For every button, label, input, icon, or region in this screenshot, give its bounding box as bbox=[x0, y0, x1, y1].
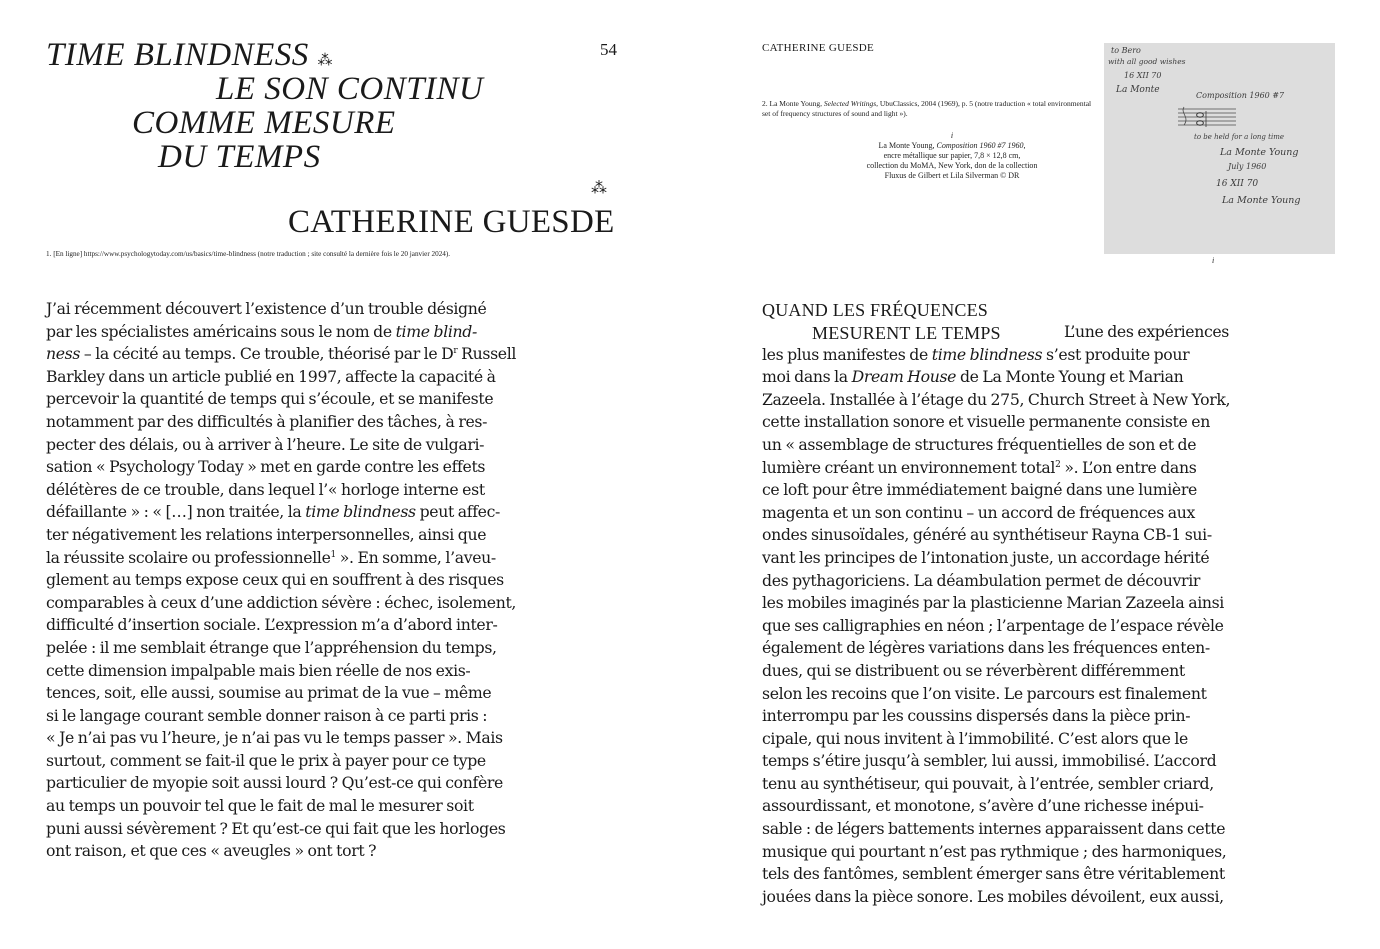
text-line: tels des fantômes, semblent émerger sans être véritablement bbox=[762, 864, 1225, 884]
title-line-4: DU TEMPS bbox=[158, 139, 321, 175]
text-line: assourdissant, et monotone, s’avère d’une richesse inépui- bbox=[762, 796, 1204, 816]
text-line: musique qui pourtant n’est pas rythmique ; des harmoniques, bbox=[762, 841, 1227, 861]
text-line: comparables à ceux d’une addiction sévère : échec, isolement, bbox=[46, 592, 517, 612]
asterism-icon: ⁂ bbox=[317, 51, 332, 69]
text-line: sation « Psychology Today » met en garde contre les effets bbox=[46, 457, 486, 477]
text-line: cipale, qui nous invitent à l’immobilité. C’est alors que le bbox=[762, 728, 1188, 748]
text-line: J’ai récemment découvert l’existence d’un trouble désigné bbox=[46, 299, 487, 318]
text-line: jouées dans la pièce sonore. Les mobiles dévoilent, eux aussi, bbox=[762, 886, 1224, 906]
text-line: cette dimension impalpable mais bien réelle de nos exis- bbox=[46, 660, 471, 680]
section-subhead-1: QUAND LES FRÉQUENCES bbox=[762, 300, 989, 320]
text-line: selon les recoins que l’on visite. Le parcours est finalement bbox=[762, 683, 1207, 703]
text-line: cette installation sonore et visuelle permanente consiste en bbox=[762, 412, 1210, 432]
text-line: également de légères variations dans les fréquences enten- bbox=[762, 638, 1210, 658]
page-number: 54 bbox=[600, 40, 617, 59]
text-line: interrompu par les coussins dispersés dans la pièce prin- bbox=[762, 706, 1191, 726]
text-line: par les spécialistes américains sous le nom de time blind- bbox=[46, 321, 477, 341]
title-line-3: COMME MESURE bbox=[132, 105, 396, 141]
music-staff-icon bbox=[1176, 103, 1256, 135]
image-marker: i bbox=[1212, 256, 1215, 265]
text-line: Barkley dans un article publié en 1997, affecte la capacité à bbox=[46, 366, 496, 386]
title-line-1 bbox=[46, 38, 332, 72]
text-line: tences, soit, elle aussi, soumise au primat de la vue – même bbox=[46, 683, 492, 703]
text-line: au temps un pouvoir tel que le fait de mal le mesurer soit bbox=[46, 796, 474, 816]
text-line: dues, qui se distribuent ou se réverbèrent différemment bbox=[762, 660, 1185, 680]
text-line: ce loft pour être immédiatement baigné dans une lumière bbox=[762, 480, 1197, 500]
text-line: sable : de légers battements internes apparaissent dans cette bbox=[762, 819, 1226, 839]
text-line: L’une des expériences bbox=[1064, 322, 1230, 341]
text-line: percevoir la quantité de temps qui s’écoule, et se manifeste bbox=[46, 389, 494, 409]
text-line: Zazeela. Installée à l’étage du 275, Church Street à New York, bbox=[762, 389, 1231, 409]
text-line: les mobiles imaginés par la plasticienne Marian Zazeela ainsi bbox=[762, 593, 1224, 613]
text-line: défaillante » : « […] non traitée, la time blindness peut affec- bbox=[46, 502, 500, 522]
text-line: un « assemblage de structures fréquentielles de son et de bbox=[762, 434, 1197, 454]
author-asterism-icon: ⁂ bbox=[591, 178, 606, 197]
text-line: difficulté d’insertion sociale. L’expression m’a d’abord inter- bbox=[46, 615, 498, 635]
text-line: des pythagoriciens. La déambulation permet de découvrir bbox=[762, 570, 1201, 590]
footnote-1: 1. [En ligne] https://www.psychologytoday.com/us/basics/time-blindness (notre traduction ; site consulté la dernière fois le 20 janvier 2024). bbox=[46, 250, 451, 258]
text-line: puni aussi sévèrement ? Et qu’est-ce qui fait que les horloges bbox=[46, 818, 506, 838]
text-line: que ses calligraphies en néon ; l’arpentage de l’espace révèle bbox=[762, 615, 1224, 635]
artwork-image: to Bero with all good wishes 16 XII 70 La Monte Composition 1960 #7 to be held for a long time La Monte Young July 1960 16 XII 70 La Monte Young bbox=[1104, 43, 1335, 254]
figure-caption: i La Monte Young, Composition 1960 #7 1960, encre métallique sur papier, 7,8 × 12,8 cm, collection du MoMA, New York, don de la collection Fluxus de Gilbert et Lila Silverman © DR bbox=[842, 131, 1062, 181]
running-head: CATHERINE GUESDE bbox=[762, 42, 875, 54]
text-line: pelée : il me semblait étrange que l’appréhension du temps, bbox=[46, 637, 497, 657]
title-text-1: TIME BLINDNESS bbox=[46, 37, 309, 73]
text-line: tenu au synthétiseur, qui pouvait, à l’entrée, sembler criard, bbox=[762, 773, 1214, 793]
section-subhead-2: MESURENT LE TEMPS bbox=[812, 323, 1001, 343]
text-line: moi dans la Dream House de La Monte Young et Marian bbox=[762, 367, 1184, 387]
title-line-2: LE SON CONTINU bbox=[216, 71, 484, 107]
caption-marker: i bbox=[950, 131, 954, 140]
left-body-text bbox=[46, 298, 586, 863]
text-line: glement au temps expose ceux qui en souffrent à des risques bbox=[46, 570, 504, 590]
right-body-text bbox=[762, 321, 1242, 908]
text-line: lumière créant un environnement total$^2$ ». L’on entre dans bbox=[762, 457, 1197, 477]
text-line: ondes sinusoïdales, généré au synthétiseur Rayna CB-1 sui- bbox=[762, 525, 1212, 545]
text-line: ness – la cécité au temps. Ce trouble, théorisé par le $D^r$ Russell bbox=[46, 344, 517, 364]
text-line: les plus manifestes de time blindness s’est produite pour bbox=[762, 344, 1190, 364]
text-line: notamment par des difficultés à planifier des tâches, à res- bbox=[46, 411, 488, 431]
text-line: « Je n’ai pas vu l’heure, je n’ai pas vu le temps passer ». Mais bbox=[46, 728, 503, 748]
text-line: vant les principes de l’intonation juste, un accordage hérité bbox=[762, 547, 1210, 567]
text-line: la réussite scolaire ou professionnelle$^1$ ». En somme, l’aveu- bbox=[46, 547, 496, 567]
text-line: ont raison, et que ces « aveugles » ont tort ? bbox=[46, 841, 377, 861]
text-line: magenta et un son continu – un accord de fréquences aux bbox=[762, 502, 1196, 522]
text-line: surtout, comment se fait-il que le prix à payer pour ce type bbox=[46, 750, 486, 770]
text-line: particulier de myopie soit aussi lourd ? Qu’est-ce qui confère bbox=[46, 773, 503, 793]
text-line: temps s’étire jusqu’à sembler, lui aussi, immobilisé. L’accord bbox=[762, 751, 1217, 771]
text-line: délétères de ce trouble, dans lequel l’« horloge interne est bbox=[46, 479, 485, 499]
footnote-2: 2. La Monte Young, Selected Writings, UbuClassics, 2004 (1969), p. 5 (notre traduction « total environmental set of frequency structures of sound and light »). bbox=[762, 99, 1092, 118]
text-line: pecter des délais, ou à arriver à l’heure. Le site de vulgari- bbox=[46, 434, 485, 454]
text-line: ter négativement les relations interpersonnelles, ainsi que bbox=[46, 524, 487, 544]
author-name: CATHERINE GUESDE bbox=[288, 204, 615, 240]
text-line: si le langage courant semble donner raison à ce parti pris : bbox=[46, 705, 488, 725]
